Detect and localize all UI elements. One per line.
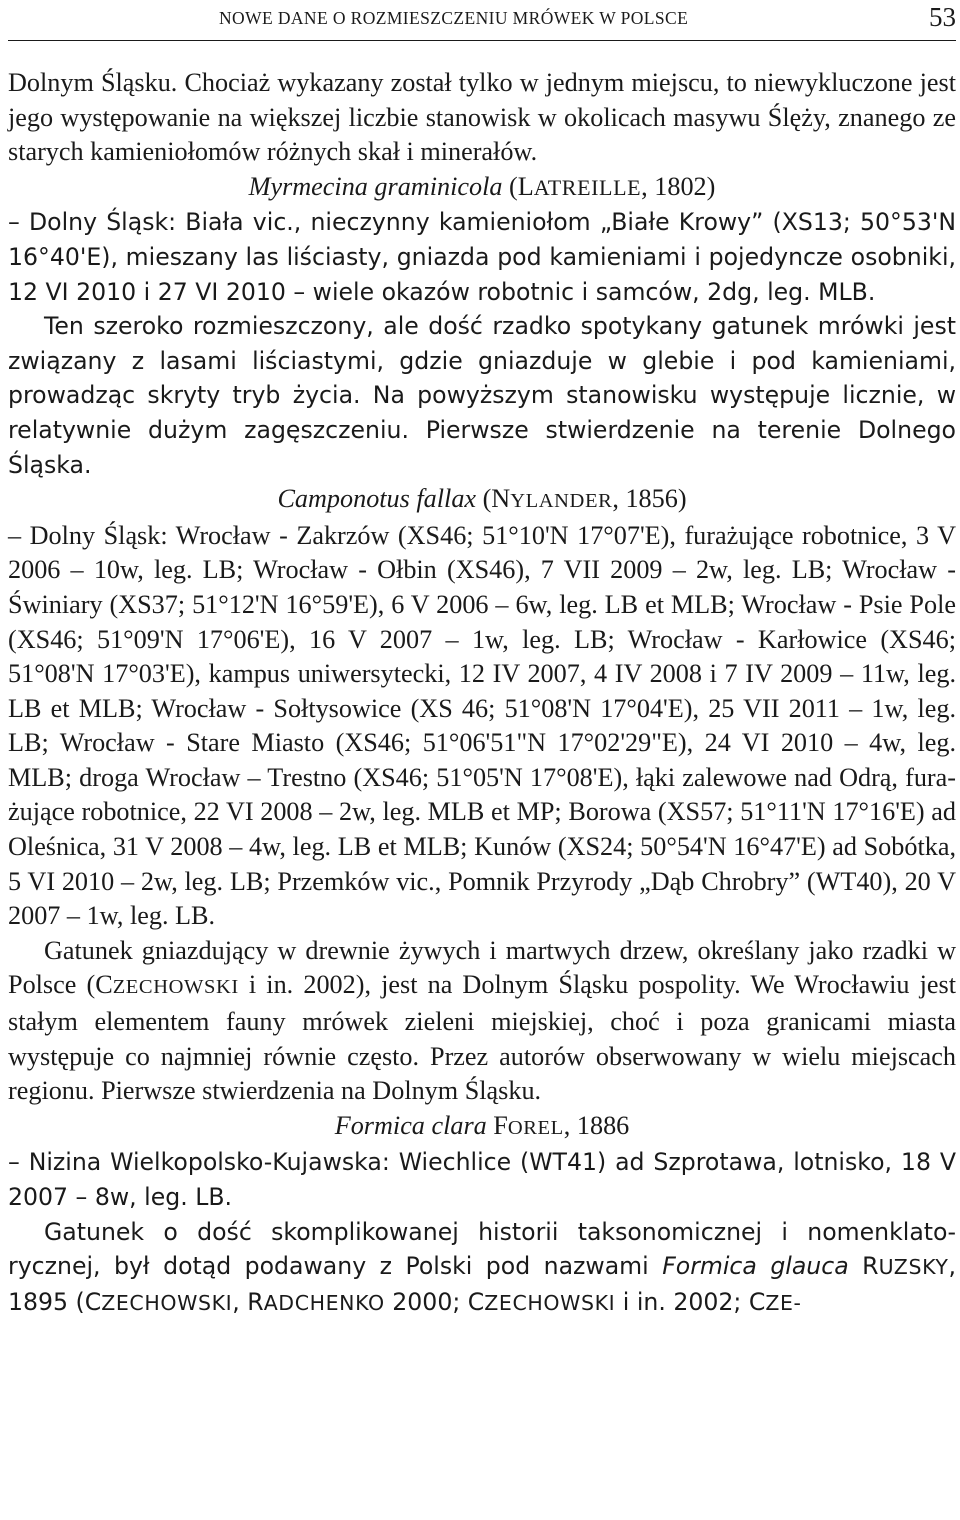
- author-rest: , 1886: [563, 1110, 630, 1140]
- page-number: 53: [929, 2, 956, 32]
- author-smallcaps: UZSKY: [878, 1255, 949, 1280]
- species-heading-formica: [8, 1109, 956, 1146]
- page-header: [0, 4, 960, 34]
- author-smallcaps: ZECHOWSKI: [484, 1290, 616, 1315]
- author-smallcaps: OREL: [507, 1116, 564, 1139]
- species-name-inline: Formica glauca: [662, 1252, 849, 1281]
- author-open: (L: [509, 171, 534, 201]
- species-record-myrmecina: – Dolny Śląsk: Biała vic., nieczynny kamieniołom „Białe Krowy” (XS13; 50°53'N 16°40'E), mieszany las liściasty, gniazda pod kamieniami i pojedyncze osobniki, 12 VI 2010 i 27 VI 2010 – wiele okazów robotnic i samców, 2dg, leg. MLB.: [8, 208, 956, 306]
- species-comment-camponotus: [8, 934, 956, 1109]
- comment-text: 2000; C: [384, 1287, 485, 1316]
- comment-text: , R: [232, 1287, 264, 1316]
- species-record-camponotus: – Dolny Śląsk: Wrocław - Zakrzów (XS46; 51°10'N 17°07'E), furażujące robotnice, 3 V 2006 – 10w, leg. LB; Wrocław - Ołbin (XS46), 7 VII 2009 – 2w, leg. LB; Wrocław - Świniary (XS37; 51°12'N 16°59'E), 6 V 2006 – 6w, leg. LB et MLB; Wrocław - Psie Pole (XS46; 51°09'N 17°06'E), 16 V 2007 – 1w, leg. LB; Wrocław - Karłowice (XS46; 51°08'N 17°03'E), kampus uniwersytecki, 12 IV 2007, 4 IV 2008 i 7 IV 2009 – 11w, leg. LB et MLB; Wrocław - Sołtysowice (XS 46; 51°08'N 17°04'E), 25 VII 2011 – 1w, leg. LB; Wrocław - Stare Miasto (XS46; 51°06'51"N 17°02'29"E), 24 VI 2010 – 4w, leg. MLB; droga Wrocław – Trestno (XS46; 51°05'N 17°08'E), łąki zalewowe nad Odrą, furażujące robotnice, 22 VI 2008 – 2w, leg. MLB et MP; Borowa (XS57; 51°11'N 17°16'E) ad Oleśnica, 31 V 2008 – 4w, leg. LB et MLB; Kunów (XS24; 50°54'N 16°47'E) ad Sobótka, 5 VI 2010 – 2w, leg. LB; Przemków vic., Pomnik Przyrody „Dąb Chrobry” (WT40), 20 V 2007 – 1w, leg. LB.: [8, 520, 956, 931]
- author-smallcaps: YLANDER: [510, 490, 613, 513]
- species-record-formica: – Nizina Wielkopolsko-Kujawska: Wiechlice (WT41) ad Szprotawa, lotnisko, 18 V 2007 – 8w, leg. LB.: [8, 1148, 956, 1211]
- species-heading-myrmecina: [8, 170, 956, 206]
- comment-text: i in. 2002), jest na Dolnym Śląsku pospolity. We Wrocławiu jest stałym elementem fauny mrówek zieleni miejskiej, choć i poza granicami miasta występuje co najmniej równie często. Przez autorów obserwowany w wielu miejscach regionu. Pierwsze stwierdzenia na Dolnym Śląsku.: [8, 970, 956, 1106]
- species-comment-myrmecina: Ten szeroko rozmieszczony, ale dość rzadko spotykany gatunek mrówki jest związany z lasami liściastymi, gdzie gniazduje w glebie i pod kamieniami, prowadząc skryty tryb życia. Na powyższym stanowisku występuje licznie, w relatywnie dużym zagęszczeniu. Pierwsze stwierdzenie na terenie Dolnego Śląska.: [8, 312, 956, 479]
- comment-text: i in. 2002; C: [615, 1287, 766, 1316]
- intro-paragraph: Dolnym Śląsku. Chociaż wykazany został tylko w jednym miejscu, to niewykluczone jest jego występowanie na większej liczbie stanowisk w okolicach masywu Ślęży, znanego ze starych kamieniołomów różnych skał i minerałów.: [8, 68, 956, 167]
- comment-text: Gatunek gniazdujący w drewnie żywych i martwych drzew, określany jako rzadki w Polsce (C: [8, 935, 956, 1000]
- author-smallcaps: ATREILLE: [533, 174, 642, 200]
- species-name: Formica clara: [334, 1110, 487, 1140]
- running-title: NOWE DANE O ROZMIESZCZENIU MRÓWEK W POLSCE: [219, 8, 689, 28]
- author-open: F: [493, 1110, 508, 1140]
- comment-text: , 1895 (C: [8, 1252, 956, 1316]
- author-rest: , 1856): [612, 484, 687, 514]
- author-smallcaps: ZE-: [765, 1290, 802, 1315]
- author-open: (N: [482, 484, 511, 514]
- author-smallcaps: ADCHENKO: [263, 1290, 385, 1315]
- species-name: Camponotus fallax: [277, 484, 477, 514]
- species-heading-camponotus: [8, 482, 956, 519]
- header-rule: [8, 40, 956, 41]
- author-smallcaps: ZECHOWSKI: [112, 976, 239, 999]
- species-comment-formica: [8, 1215, 956, 1321]
- author-rest: , 1802): [641, 171, 716, 201]
- article-body: [8, 66, 956, 1320]
- species-name: Myrmecina graminicola: [248, 171, 503, 201]
- author-smallcaps: ZECHOWSKI: [101, 1290, 233, 1315]
- comment-text: Gatunek o dość skomplikowanej historii taksonomicznej i nomenklatorycznej, był dotąd podawany z Polski pod nazwami: [8, 1217, 956, 1281]
- comment-text: R: [848, 1252, 879, 1281]
